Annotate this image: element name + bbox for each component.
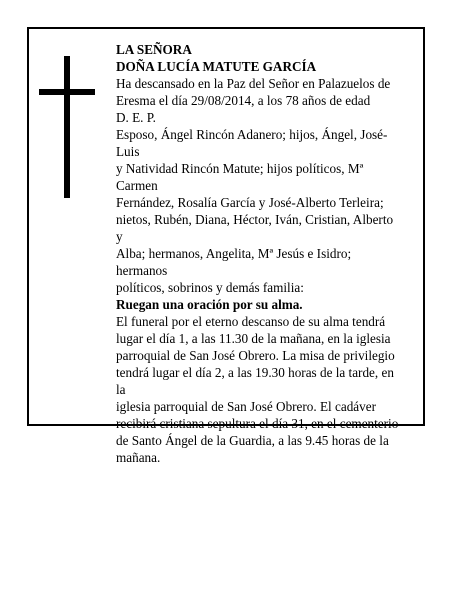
obituary-notice-frame	[27, 27, 425, 465]
funeral-details: El funeral por el eterno descanso de su alma tendrá lugar el día 1, a las 11.30 de la mañana, en la iglesia parroquial de San José Obrero. La misa de privilegio tendrá lugar el día 2, a las 19.30 horas de la tarde, en la iglesia parroquial de San José Obrero. El cadáver recibirá cristiana sepultura el día 31, en el cementerio de Santo Ángel de la Guardia, a las 9.45 horas de la mañana.	[116, 314, 399, 465]
obituary-text	[116, 41, 399, 466]
rest-announcement: Ha descansado en la Paz del Señor en Palazuelos de Eresma el día 29/08/2014, a los 78 años de edad	[116, 76, 391, 108]
family-list: Esposo, Ángel Rincón Adanero; hijos, Ángel, José-Luis y Natividad Rincón Matute; hijos políticos, Mª Carmen Fernández, Rosalía García y José-Alberto Terleira; nietos, Rubén, Diana, Héctor, Iván, Cristian, Alberto y Alba; hermanos, Angelita, Mª Jesús e Isidro; hermanos políticos, sobrinos y demás familia:	[116, 127, 394, 295]
cross-icon	[39, 56, 95, 198]
cross-horizontal-beam	[39, 89, 95, 95]
dep-abbreviation: D. E. P.	[116, 110, 156, 125]
notice-title: LA SEÑORA	[116, 42, 192, 57]
deceased-name: DOÑA LUCÍA MATUTE GARCÍA	[116, 59, 317, 74]
cross-vertical-beam	[64, 56, 70, 198]
prayer-request: Ruegan una oración por su alma.	[116, 297, 303, 312]
